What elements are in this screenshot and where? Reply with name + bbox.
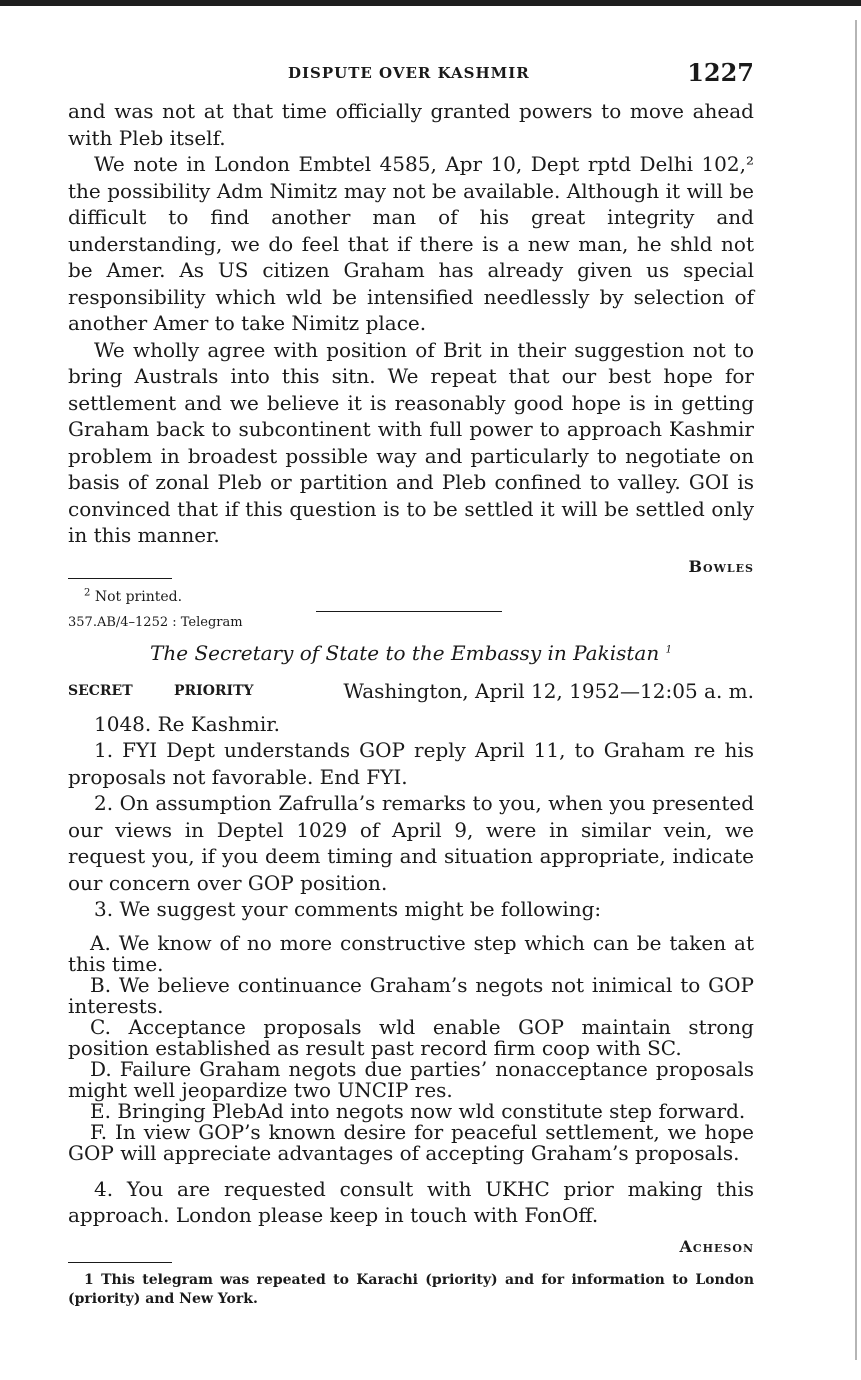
- telegram-body: [68, 711, 754, 923]
- footnote-rule-2: [68, 1262, 172, 1263]
- signature-bowles: Bowles: [688, 556, 754, 576]
- footnote-1: [68, 1271, 754, 1309]
- footnote-1-text: This telegram was repeated to Karachi (priority) and for information to London (priority) and New York.: [68, 1271, 755, 1307]
- telegram-meta: [68, 679, 754, 711]
- list-item-e: E. Bringing PlebAd into negots now wld constitute step forward.: [90, 1098, 746, 1123]
- paragraph-2: 2. On assumption Zafrulla’s remarks to you, when you presented our views in Deptel 1029 of April 9, were in similar vein, we request you, if you deem timing and situation appropriate, indicate our concern over GOP position.: [68, 791, 754, 895]
- footnote-rule: [68, 578, 172, 579]
- list-item-c: C. Acceptance proposals wld enable GOP maintain strong position established as result past record firm coop with SC.: [68, 1014, 754, 1060]
- closing-body: [68, 1176, 754, 1229]
- running-head: [68, 58, 754, 98]
- document-heading-text: The Secretary of State to the Embassy in Pakistan: [150, 640, 660, 665]
- paragraph-australs: We wholly agree with position of Brit in their suggestion not to bring Australs into this sitn. We repeat that our best hope for settlement and we believe it is reasonably good hope is in getting Graham back to subcontinent with full power to approach Kashmir problem in broadest possible way and particularly to negotiate on basis of zonal Pleb or partition and Pleb confined to valley. GOI is convinced that if this question is to be settled it will be settled only in this manner.: [68, 337, 754, 547]
- continued-telegram-body: [68, 98, 754, 549]
- list-item-a: A. We know of no more constructive step which can be taken at this time.: [68, 930, 754, 976]
- document-heading-marker: 1: [665, 643, 672, 655]
- paragraph-1: 1. FYI Dept understands GOP reply April 11, to Graham re his proposals not favorable. End FYI.: [68, 738, 754, 789]
- paragraph-continuation: and was not at that time officially granted powers to move ahead with Pleb itself.: [68, 99, 754, 150]
- classification: SECRET: [68, 682, 133, 699]
- paragraph-4: 4. You are requested consult with UKHC prior making this approach. London please keep in touch with FonOff.: [68, 1176, 754, 1227]
- signature-acheson: Acheson: [679, 1236, 754, 1256]
- footnote-2-marker: 2: [84, 586, 91, 598]
- document-separator-rule: [316, 611, 502, 612]
- document-id-line: [68, 611, 754, 633]
- priority: PRIORITY: [174, 682, 254, 699]
- footnote-2: [68, 587, 754, 607]
- document-heading: [68, 641, 754, 665]
- running-head-title: DISPUTE OVER KASHMIR: [288, 64, 530, 82]
- page-top-border: [0, 0, 861, 6]
- page-right-edge: [855, 20, 857, 1360]
- document-page: [68, 58, 754, 1309]
- footnote-2-text: Not printed.: [94, 588, 183, 605]
- list-item-b: B. We believe continuance Graham’s negots not inimical to GOP interests.: [68, 972, 754, 1018]
- place-date: Washington, April 12, 1952—12:05 a. m.: [343, 678, 754, 703]
- file-number: 357.AB/4–1252 : Telegram: [68, 614, 243, 630]
- list-item-d: D. Failure Graham negots due parties’ nonacceptance proposals might well jeopardize two UNCIP res.: [68, 1056, 754, 1102]
- footnote-1-marker: 1: [84, 1271, 94, 1288]
- comment-list: [68, 930, 754, 1165]
- list-item-f: F. In view GOP’s known desire for peaceful settlement, we hope GOP will appreciate advantages of accepting Graham’s proposals.: [68, 1119, 754, 1165]
- paragraph-number: 1048. Re Kashmir.: [94, 711, 280, 736]
- paragraph-3: 3. We suggest your comments might be following:: [94, 897, 602, 921]
- paragraph-nimitz: We note in London Embtel 4585, Apr 10, Dept rptd Delhi 102,² the possibility Adm Nimitz may not be available. Although it will be difficult to find another man of his great integrity and understanding, we do feel that if there is a new man, he shld not be Amer. As US citizen Graham has already given us special responsibility which wld be intensified needlessly by selection of another Amer to take Nimitz place.: [68, 152, 754, 335]
- page-number: 1227: [687, 58, 754, 87]
